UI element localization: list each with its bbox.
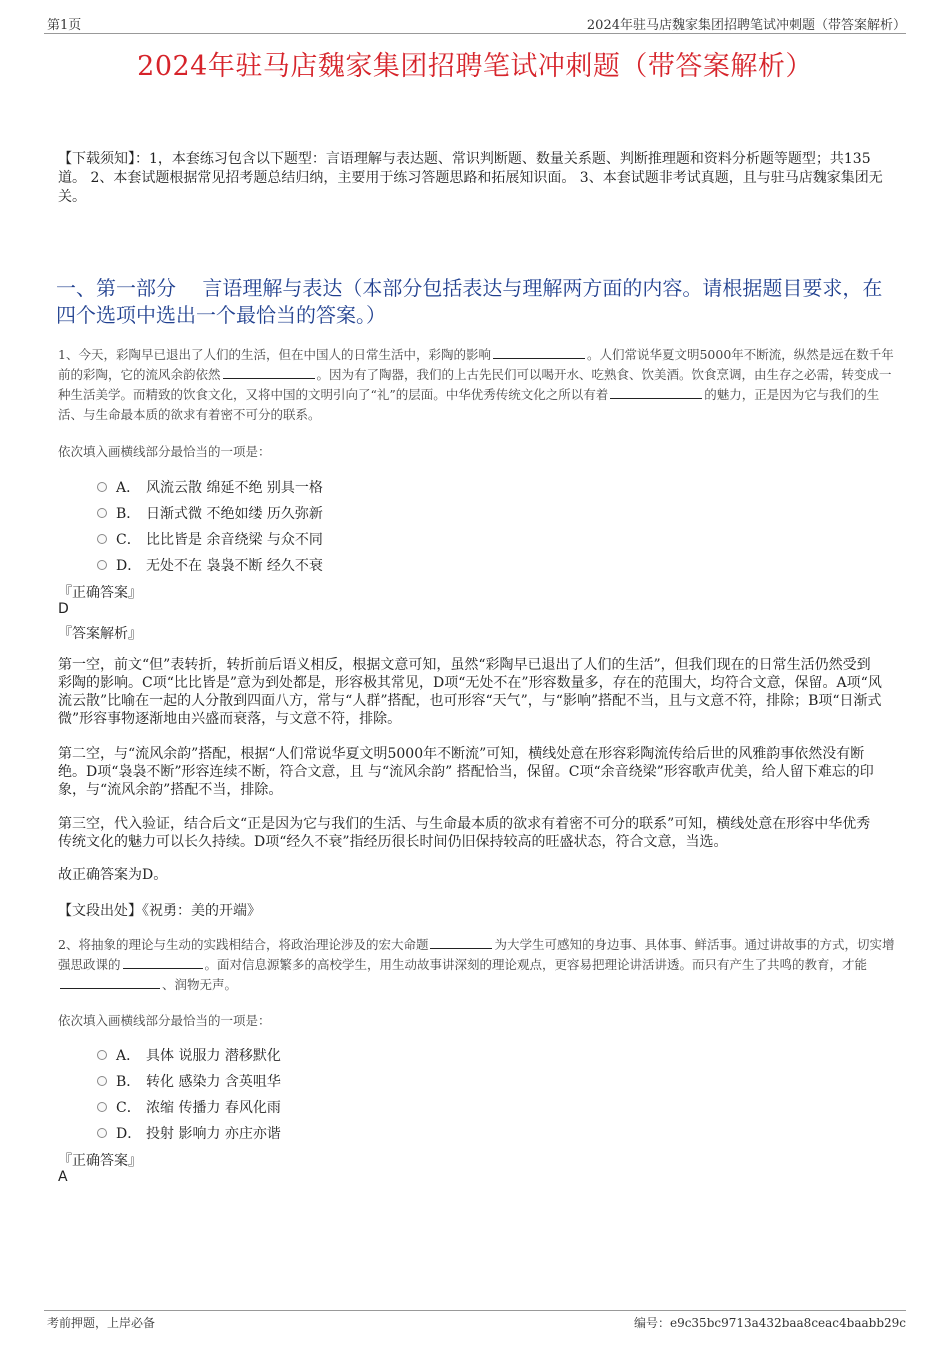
- page-number: 第1页: [47, 18, 82, 33]
- radio-icon[interactable]: [97, 482, 107, 492]
- option-letter: A．: [116, 1048, 141, 1064]
- q1-option-b[interactable]: [97, 503, 323, 523]
- q2-answer-label: 『正确答案』: [58, 1153, 142, 1169]
- question-2-prompt: 依次填入画横线部分最恰当的一项是：: [58, 1013, 271, 1028]
- q1-analysis-paragraph-1: 第一空，前文“但”表转折，转折前后语义相反，根据文意可知，虽然“彩陶早已退出了人们的生活”，但我们现在的日常生活仍然受到彩陶的影响。C项“比比皆是”意为到处都是，形容极其常见，D项“无处不在”形容数量多，存在的范围大，均符合文意，保留。A项“风流云散”比喻在一起的人分散到四面八方，常与“人群”搭配，也可形容“天气”，与“影响”搭配不当，且与文意不符，排除；B项“日渐式微”形容事物逐渐地由兴盛而衰落，与文意不符，排除。: [58, 657, 882, 727]
- q2-option-b[interactable]: [97, 1071, 281, 1091]
- radio-icon[interactable]: [97, 1050, 107, 1060]
- q1-answer: D: [58, 601, 69, 617]
- q2-option-a[interactable]: [97, 1045, 281, 1065]
- q2-part1: 2、将抽象的理论与生动的实践相结合，将政治理论涉及的宏大命题: [58, 937, 429, 952]
- option-text: 转化 感染力 含英咀华: [146, 1074, 281, 1090]
- q1-analysis-conclusion: 故正确答案为D。: [58, 867, 168, 883]
- answer-blank: [123, 955, 203, 969]
- radio-icon[interactable]: [97, 560, 107, 570]
- option-text: 风流云散 绵延不绝 别具一格: [146, 480, 323, 496]
- q2-part2: 为大学生可感知的身边事、具体事、鲜活事。通过讲故事的方式，切实增强思政课的: [58, 937, 895, 972]
- q2-option-c[interactable]: [97, 1097, 281, 1117]
- footer-divider: [44, 1310, 906, 1311]
- answer-blank: [610, 385, 702, 399]
- q1-option-a[interactable]: [97, 477, 323, 497]
- option-text: 浓缩 传播力 春风化雨: [146, 1100, 281, 1116]
- radio-icon[interactable]: [97, 1128, 107, 1138]
- answer-blank: [430, 935, 492, 949]
- section-heading: 一、第一部分 言语理解与表达（本部分包括表达与理解两方面的内容。请根据题目要求，在四个选项中选出一个最恰当的答案。）: [56, 276, 883, 327]
- option-letter: B．: [116, 506, 141, 522]
- option-text: 具体 说服力 潜移默化: [146, 1048, 281, 1064]
- q1-answer-label: 『正确答案』: [58, 585, 142, 601]
- option-letter: D．: [116, 1126, 142, 1142]
- q1-source: 【文段出处】《祝勇：美的开端》: [58, 903, 261, 919]
- document-title: 2024年驻马店魏家集团招聘笔试冲刺题（带答案解析）: [137, 51, 813, 82]
- option-letter: C．: [116, 532, 141, 548]
- radio-icon[interactable]: [97, 508, 107, 518]
- q1-part4: 的魅力，正是因为它与我们的生活、与生命最本质的欲求有着密不可分的联系。: [58, 387, 880, 422]
- option-letter: B．: [116, 1074, 141, 1090]
- header-divider: [44, 33, 906, 34]
- option-text: 日渐式微 不绝如缕 历久弥新: [146, 506, 323, 522]
- question-2-text: [58, 935, 898, 995]
- option-text: 无处不在 袅袅不断 经久不衰: [146, 558, 323, 574]
- question-1-text: [58, 345, 898, 425]
- header-doc-title: 2024年驻马店魏家集团招聘笔试冲刺题（带答案解析）: [586, 18, 906, 33]
- answer-blank: [223, 365, 315, 379]
- q1-analysis-paragraph-3: 第三空，代入验证，结合后文“正是因为它与我们的生活、与生命最本质的欲求有着密不可分的联系”可知，横线处意在形容中华优秀传统文化的魅力可以长久持续。D项“经久不衰”指经历很长时间仍旧保持较高的旺盛状态，符合文意，当选。: [58, 816, 871, 850]
- option-text: 比比皆是 余音绕梁 与众不同: [146, 532, 323, 548]
- q2-part4: 、润物无声。: [162, 977, 238, 992]
- radio-icon[interactable]: [97, 534, 107, 544]
- footer-serial-number: 编号：e9c35bc9713a432baa8ceac4baabb29c: [633, 1316, 906, 1330]
- radio-icon[interactable]: [97, 1102, 107, 1112]
- answer-blank: [60, 975, 160, 989]
- option-letter: C．: [116, 1100, 141, 1116]
- q2-part3: 。面对信息源繁多的高校学生，用生动故事讲深刻的理论观点，更容易把理论讲活讲透。而只有产生了共鸣的教育，才能: [204, 957, 868, 972]
- q1-analysis-paragraph-2: 第二空，与“流风余韵”搭配，根据“人们常说华夏文明5000年不断流”可知，横线处意在形容彩陶流传给后世的风雅韵事依然没有断绝。D项“袅袅不断”形容连续不断，符合文意，且 与“流风余韵” 搭配恰当，保留。C项“余音绕梁”形容歌声优美，给人留下难忘的印象，与“流风余韵”搭配不当，排除。: [58, 746, 874, 798]
- q2-option-d[interactable]: [97, 1123, 281, 1143]
- radio-icon[interactable]: [97, 1076, 107, 1086]
- question-1-prompt: 依次填入画横线部分最恰当的一项是：: [58, 444, 271, 459]
- q2-answer: A: [58, 1169, 68, 1185]
- footer-slogan: 考前押题，上岸必备: [47, 1316, 156, 1330]
- option-letter: A．: [116, 480, 141, 496]
- option-letter: D．: [116, 558, 142, 574]
- download-notice: 【下载须知】：1，本套练习包含以下题型：言语理解与表达题、常识判断题、数量关系题、判断推理题和资料分析题等题型；共135道。 2、本套试题根据常见招考题总结归纳，主要用于练习答题思路和拓展知识面。 3、本套试题非考试真题，且与驻马店魏家集团无关。: [58, 151, 883, 205]
- option-text: 投射 影响力 亦庄亦谐: [146, 1126, 281, 1142]
- q1-part2: 。人们常说华夏文明5000年不断流，纵然是远在数千年前的彩陶，它的流风余韵依然: [58, 347, 894, 382]
- q1-part1: 1、今天，彩陶早已退出了人们的生活，但在中国人的日常生活中，彩陶的影响: [58, 347, 491, 362]
- q1-analysis-label: 『答案解析』: [58, 626, 142, 642]
- q1-option-c[interactable]: [97, 529, 323, 549]
- answer-blank: [493, 345, 585, 359]
- q1-part3: 。因为有了陶器，我们的上古先民们可以喝开水、吃熟食、饮美酒。饮食烹调，由生存之必需，转变成一种生活美学。而精致的饮食文化，又将中国的文明引向了“礼”的层面。中华优秀传统文化之所以有着: [58, 367, 892, 402]
- q1-option-d[interactable]: [97, 555, 323, 575]
